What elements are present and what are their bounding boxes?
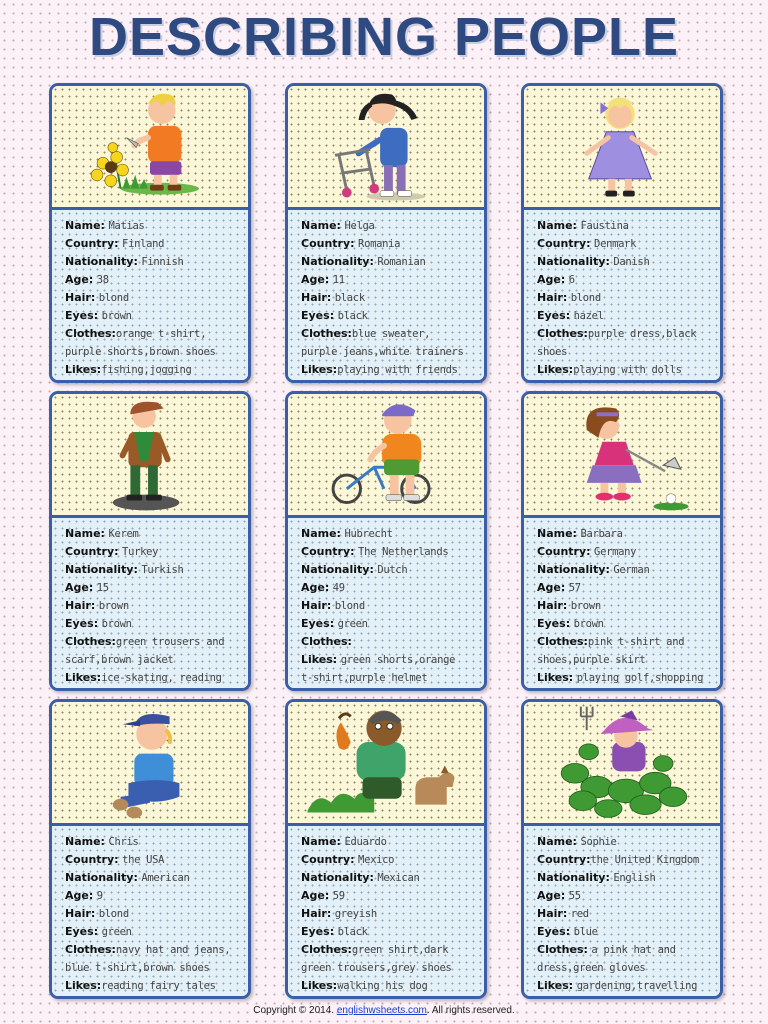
girl-in-dress-illustration bbox=[524, 86, 720, 207]
eyes-label: Eyes: bbox=[537, 309, 571, 322]
clothes-label: Clothes: bbox=[65, 635, 116, 648]
person-details bbox=[288, 518, 484, 688]
name-row bbox=[301, 525, 478, 543]
age-row bbox=[301, 579, 478, 597]
clothes-row bbox=[301, 941, 478, 959]
age-row bbox=[65, 579, 242, 597]
nationality-value: Mexican bbox=[377, 872, 420, 884]
copyright-text: Copyright © 2014. bbox=[253, 1005, 335, 1016]
eyes-row bbox=[301, 923, 478, 941]
name-row bbox=[537, 525, 714, 543]
country-label: Country: bbox=[301, 237, 355, 250]
clothes-continued bbox=[537, 959, 714, 977]
person-illustration bbox=[524, 702, 720, 826]
age-label: Age: bbox=[537, 273, 566, 286]
name-value: Faustina bbox=[580, 220, 629, 232]
eyes-value: green bbox=[101, 926, 132, 938]
gardener-illustration bbox=[52, 86, 248, 207]
eyes-value: black bbox=[337, 926, 368, 938]
likes-label: Likes: bbox=[301, 979, 338, 992]
age-label: Age: bbox=[65, 581, 94, 594]
clothes-row bbox=[537, 633, 714, 651]
name-value: Helga bbox=[344, 220, 375, 232]
clothes-row bbox=[537, 941, 714, 959]
clothes-label: Clothes: bbox=[537, 943, 588, 956]
age-value: 15 bbox=[96, 582, 109, 594]
clothes-value: a pink hat and bbox=[591, 944, 676, 956]
likes-row bbox=[537, 361, 714, 379]
name-label: Name: bbox=[301, 219, 341, 232]
hair-label: Hair: bbox=[537, 907, 568, 920]
country-label: Country: bbox=[65, 853, 119, 866]
clothes-continued bbox=[65, 343, 242, 361]
country-value: Denmark bbox=[594, 238, 637, 250]
person-illustration bbox=[52, 702, 248, 826]
clothes-label: Clothes: bbox=[65, 327, 116, 340]
name-value: Matias bbox=[108, 220, 145, 232]
nationality-value: Dutch bbox=[377, 564, 408, 576]
clothes-value-2: shoes,purple skirt bbox=[537, 654, 646, 666]
name-row bbox=[65, 217, 242, 235]
clothes-value-2: dress,green gloves bbox=[537, 962, 646, 974]
person-card-matias bbox=[49, 83, 251, 383]
clothes-continued bbox=[537, 343, 714, 361]
person-details bbox=[524, 826, 720, 996]
person-details bbox=[52, 518, 248, 688]
eyes-value: black bbox=[337, 310, 368, 322]
nationality-row bbox=[537, 869, 714, 887]
country-label: Country: bbox=[537, 853, 591, 866]
clothes-value: orange t-shirt, bbox=[115, 328, 207, 340]
age-value: 55 bbox=[568, 890, 581, 902]
eyes-row bbox=[537, 923, 714, 941]
likes-value: reading fairy tales bbox=[101, 980, 216, 992]
likes-value: playing with friends bbox=[337, 364, 458, 376]
country-value: Romania bbox=[358, 238, 401, 250]
eyes-value: brown bbox=[573, 618, 604, 630]
age-label: Age: bbox=[65, 889, 94, 902]
likes-value-2: t-shirt,purple helmet bbox=[301, 672, 428, 684]
nationality-row bbox=[301, 869, 478, 887]
nationality-label: Nationality: bbox=[65, 871, 138, 884]
clothes-continued bbox=[65, 651, 242, 669]
country-value: Finland bbox=[122, 238, 165, 250]
clothes-row bbox=[65, 325, 242, 343]
name-value: Eduardo bbox=[344, 836, 387, 848]
clothes-value: purple dress,black bbox=[587, 328, 697, 340]
clothes-continued bbox=[301, 343, 478, 361]
name-label: Name: bbox=[537, 835, 577, 848]
nationality-row bbox=[537, 561, 714, 579]
nationality-row bbox=[301, 561, 478, 579]
age-row bbox=[537, 887, 714, 905]
likes-value: playing golf,shopping bbox=[576, 672, 704, 684]
eyes-row bbox=[65, 615, 242, 633]
nationality-row bbox=[537, 253, 714, 271]
name-value: Barbara bbox=[580, 528, 623, 540]
nationality-label: Nationality: bbox=[65, 255, 138, 268]
eyes-value: hazel bbox=[573, 310, 604, 322]
age-value: 11 bbox=[332, 274, 345, 286]
nationality-label: Nationality: bbox=[65, 563, 138, 576]
name-value: Hubrecht bbox=[344, 528, 393, 540]
clothes-value-2: blue t-shirt,brown shoes bbox=[65, 962, 210, 974]
likes-value: ice-skating, reading bbox=[101, 672, 222, 684]
clothes-row bbox=[65, 941, 242, 959]
country-row bbox=[537, 235, 714, 253]
country-row bbox=[65, 543, 242, 561]
eyes-row bbox=[537, 307, 714, 325]
person-card-chris bbox=[49, 699, 251, 999]
eyes-label: Eyes: bbox=[65, 617, 99, 630]
hair-row bbox=[537, 289, 714, 307]
hair-value: blond bbox=[98, 908, 129, 920]
country-value: the United Kingdom bbox=[590, 854, 699, 866]
person-illustration bbox=[524, 394, 720, 518]
eyes-label: Eyes: bbox=[301, 925, 335, 938]
hair-row bbox=[537, 597, 714, 615]
likes-label: Likes: bbox=[65, 671, 102, 684]
website-link[interactable]: englishwsheets.com bbox=[336, 1005, 427, 1016]
person-card-sophie bbox=[521, 699, 723, 999]
person-card-helga bbox=[285, 83, 487, 383]
nationality-value: English bbox=[613, 872, 656, 884]
eyes-row bbox=[301, 307, 478, 325]
eyes-value: brown bbox=[101, 310, 132, 322]
clothes-label: Clothes: bbox=[301, 327, 352, 340]
clothes-row bbox=[65, 633, 242, 651]
likes-label: Likes: bbox=[537, 979, 574, 992]
country-row bbox=[301, 543, 478, 561]
age-label: Age: bbox=[537, 581, 566, 594]
person-illustration bbox=[52, 394, 248, 518]
clothes-label: Clothes: bbox=[65, 943, 116, 956]
hair-label: Hair: bbox=[65, 907, 96, 920]
likes-row bbox=[65, 361, 242, 379]
age-label: Age: bbox=[301, 581, 330, 594]
person-card-barbara bbox=[521, 391, 723, 691]
clothes-value-2: purple shorts,brown shoes bbox=[65, 346, 216, 358]
likes-row bbox=[65, 977, 242, 995]
country-label: Country: bbox=[65, 545, 119, 558]
person-illustration bbox=[52, 86, 248, 210]
person-card-eduardo bbox=[285, 699, 487, 999]
likes-row bbox=[65, 669, 242, 687]
clothes-continued bbox=[301, 959, 478, 977]
age-value: 57 bbox=[568, 582, 581, 594]
person-illustration bbox=[288, 394, 484, 518]
age-row bbox=[301, 887, 478, 905]
hair-value: blond bbox=[334, 600, 365, 612]
country-label: Country: bbox=[537, 237, 591, 250]
person-details bbox=[52, 826, 248, 996]
country-value: the USA bbox=[122, 854, 165, 866]
hair-row bbox=[301, 597, 478, 615]
hair-row bbox=[301, 289, 478, 307]
person-card-hubrecht bbox=[285, 391, 487, 691]
clothes-value: green shirt,dark bbox=[351, 944, 449, 956]
boy-sitting-illustration bbox=[52, 702, 248, 823]
hair-row bbox=[301, 905, 478, 923]
country-label: Country: bbox=[301, 853, 355, 866]
likes-label: Likes: bbox=[65, 363, 102, 376]
name-value: Sophie bbox=[580, 836, 617, 848]
nationality-label: Nationality: bbox=[537, 871, 610, 884]
nationality-value: Finnish bbox=[141, 256, 184, 268]
likes-label: Likes: bbox=[537, 363, 574, 376]
age-row bbox=[301, 271, 478, 289]
person-card-kerem bbox=[49, 391, 251, 691]
eyes-label: Eyes: bbox=[537, 925, 571, 938]
person-card-faustina bbox=[521, 83, 723, 383]
country-label: Country: bbox=[65, 237, 119, 250]
nationality-value: Danish bbox=[613, 256, 650, 268]
clothes-value-2: purple jeans,white trainers bbox=[301, 346, 464, 358]
name-value: Kerem bbox=[108, 528, 139, 540]
hair-row bbox=[65, 905, 242, 923]
name-label: Name: bbox=[301, 527, 341, 540]
clothes-label: Clothes: bbox=[301, 635, 352, 648]
clothes-value: blue sweater, bbox=[351, 328, 431, 340]
clothes-value-2: green trousers,grey shoes bbox=[301, 962, 452, 974]
eyes-row bbox=[537, 615, 714, 633]
nationality-label: Nationality: bbox=[537, 255, 610, 268]
hair-value: black bbox=[334, 292, 365, 304]
clothes-value-2: scarf,brown jacket bbox=[65, 654, 174, 666]
likes-value: green shorts,orange bbox=[340, 654, 456, 666]
name-value: Chris bbox=[108, 836, 139, 848]
nationality-row bbox=[65, 561, 242, 579]
hair-value: blond bbox=[570, 292, 601, 304]
person-illustration bbox=[288, 86, 484, 210]
country-label: Country: bbox=[537, 545, 591, 558]
likes-continued bbox=[301, 669, 478, 687]
country-row bbox=[537, 851, 714, 869]
clothes-value: pink t-shirt and bbox=[587, 636, 685, 648]
name-label: Name: bbox=[65, 219, 105, 232]
woman-gardening-illustration bbox=[524, 702, 720, 823]
hair-value: brown bbox=[570, 600, 601, 612]
name-row bbox=[65, 833, 242, 851]
woman-playing-golf-illustration bbox=[524, 394, 720, 515]
eyes-label: Eyes: bbox=[301, 617, 335, 630]
person-illustration bbox=[288, 702, 484, 826]
hair-row bbox=[65, 289, 242, 307]
clothes-value-2: shoes bbox=[537, 346, 568, 358]
clothes-continued bbox=[65, 959, 242, 977]
name-label: Name: bbox=[65, 527, 105, 540]
clothes-value: navy hat and jeans, bbox=[115, 944, 231, 956]
person-details bbox=[288, 826, 484, 996]
hair-label: Hair: bbox=[537, 291, 568, 304]
nationality-value: Romanian bbox=[377, 256, 426, 268]
likes-value: playing with dolls bbox=[573, 364, 682, 376]
nationality-value: American bbox=[141, 872, 190, 884]
name-row bbox=[537, 217, 714, 235]
name-label: Name: bbox=[537, 527, 577, 540]
country-row bbox=[65, 235, 242, 253]
eyes-row bbox=[301, 615, 478, 633]
likes-row bbox=[301, 361, 478, 379]
copyright-footer bbox=[0, 1005, 768, 1016]
clothes-continued bbox=[537, 651, 714, 669]
name-label: Name: bbox=[537, 219, 577, 232]
clothes-value: green trousers and bbox=[115, 636, 225, 648]
age-row bbox=[537, 579, 714, 597]
country-row bbox=[301, 235, 478, 253]
person-details bbox=[52, 210, 248, 380]
age-row bbox=[65, 887, 242, 905]
hair-label: Hair: bbox=[301, 291, 332, 304]
eyes-row bbox=[65, 923, 242, 941]
likes-row bbox=[537, 669, 714, 687]
age-value: 38 bbox=[96, 274, 109, 286]
eyes-value: brown bbox=[101, 618, 132, 630]
age-value: 49 bbox=[332, 582, 345, 594]
eyes-label: Eyes: bbox=[65, 309, 99, 322]
nationality-row bbox=[65, 869, 242, 887]
clothes-label: Clothes: bbox=[537, 635, 588, 648]
age-label: Age: bbox=[301, 273, 330, 286]
hair-label: Hair: bbox=[65, 599, 96, 612]
country-value: Turkey bbox=[122, 546, 159, 558]
hair-row bbox=[65, 597, 242, 615]
age-row bbox=[65, 271, 242, 289]
eyes-value: blue bbox=[573, 926, 598, 938]
nationality-value: German bbox=[613, 564, 650, 576]
age-row bbox=[537, 271, 714, 289]
clothes-row bbox=[301, 325, 478, 343]
likes-row bbox=[301, 651, 478, 669]
rights-text: . All rights reserved. bbox=[426, 1005, 515, 1016]
likes-label: Likes: bbox=[301, 653, 338, 666]
name-row bbox=[65, 525, 242, 543]
hair-label: Hair: bbox=[301, 599, 332, 612]
nationality-row bbox=[301, 253, 478, 271]
hair-value: greyish bbox=[334, 908, 377, 920]
clothes-label: Clothes: bbox=[301, 943, 352, 956]
eyes-value: green bbox=[337, 618, 368, 630]
likes-value: gardening,travelling bbox=[576, 980, 698, 992]
nationality-label: Nationality: bbox=[537, 563, 610, 576]
country-value: The Netherlands bbox=[358, 546, 449, 558]
hair-label: Hair: bbox=[301, 907, 332, 920]
hair-row bbox=[537, 905, 714, 923]
page-title: DESCRIBING PEOPLE bbox=[88, 7, 680, 67]
country-value: Mexico bbox=[358, 854, 395, 866]
nationality-label: Nationality: bbox=[301, 255, 374, 268]
likes-value: fishing,jogging bbox=[101, 364, 192, 376]
country-row bbox=[301, 851, 478, 869]
nationality-value: Turkish bbox=[141, 564, 184, 576]
boy-on-ice-illustration bbox=[52, 394, 248, 515]
hair-label: Hair: bbox=[65, 291, 96, 304]
name-label: Name: bbox=[301, 835, 341, 848]
age-value: 6 bbox=[568, 274, 575, 286]
age-label: Age: bbox=[537, 889, 566, 902]
clothes-row bbox=[537, 325, 714, 343]
hair-value: brown bbox=[98, 600, 129, 612]
man-with-bicycle-illustration bbox=[288, 394, 484, 515]
likes-value: walking his dog bbox=[337, 980, 428, 992]
nationality-row bbox=[65, 253, 242, 271]
hair-value: red bbox=[570, 908, 589, 920]
eyes-label: Eyes: bbox=[65, 925, 99, 938]
country-row bbox=[65, 851, 242, 869]
likes-row bbox=[537, 977, 714, 995]
eyes-row bbox=[65, 307, 242, 325]
nationality-label: Nationality: bbox=[301, 871, 374, 884]
hair-label: Hair: bbox=[537, 599, 568, 612]
clothes-row bbox=[301, 633, 478, 651]
age-label: Age: bbox=[65, 273, 94, 286]
person-illustration bbox=[524, 86, 720, 210]
eyes-label: Eyes: bbox=[537, 617, 571, 630]
age-value: 9 bbox=[96, 890, 103, 902]
age-value: 59 bbox=[332, 890, 345, 902]
likes-label: Likes: bbox=[301, 363, 338, 376]
clothes-label: Clothes: bbox=[537, 327, 588, 340]
name-row bbox=[301, 833, 478, 851]
hair-value: blond bbox=[98, 292, 129, 304]
country-row bbox=[537, 543, 714, 561]
country-value: Germany bbox=[594, 546, 637, 558]
name-row bbox=[537, 833, 714, 851]
person-details bbox=[524, 518, 720, 688]
man-with-dog-illustration bbox=[288, 702, 484, 823]
person-details bbox=[288, 210, 484, 380]
age-label: Age: bbox=[301, 889, 330, 902]
likes-label: Likes: bbox=[65, 979, 102, 992]
country-label: Country: bbox=[301, 545, 355, 558]
girl-with-walker-illustration bbox=[288, 86, 484, 207]
nationality-label: Nationality: bbox=[301, 563, 374, 576]
person-details bbox=[524, 210, 720, 380]
name-label: Name: bbox=[65, 835, 105, 848]
eyes-label: Eyes: bbox=[301, 309, 335, 322]
name-row bbox=[301, 217, 478, 235]
likes-label: Likes: bbox=[537, 671, 574, 684]
likes-row bbox=[301, 977, 478, 995]
